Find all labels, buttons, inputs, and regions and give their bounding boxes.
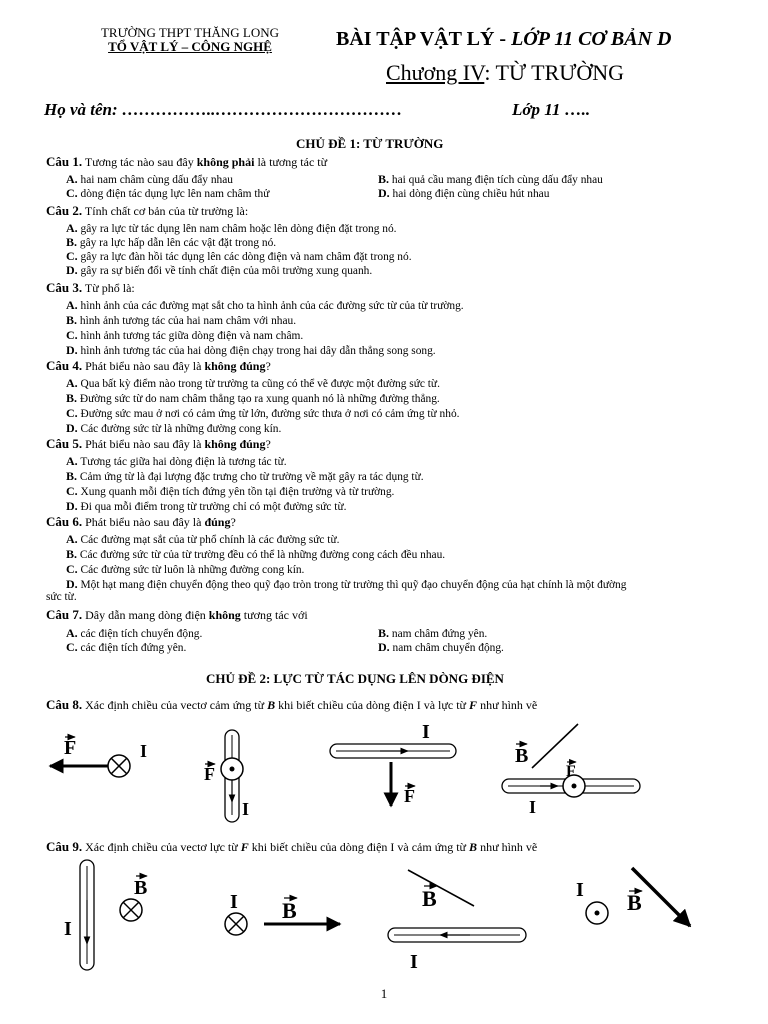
q6-option-d-continued: sức từ. [46,591,77,603]
q9-figure-1 [64,860,147,970]
q3-option-d: D. hình ảnh tương tác của hai dòng điện chạy trong hai dây dẫn thẳng song song. [66,343,436,357]
q5-option-c: C. Xung quanh mỗi điện tích đứng yên tồn tại điện trường và từ trường. [66,484,395,498]
q7-option-c: C. các điện tích đứng yên. [66,640,187,654]
current-label: I [529,797,537,817]
question-1: Câu 1. Tương tác nào sau đây không phải là tương tác từ [46,154,328,169]
page-number: 1 [380,986,388,1001]
q4-option-c: C. Đường sức mau ở nơi có cảm ứng từ lớn, đường sức thưa ở nơi có cảm ứng từ nhỏ. [66,406,460,420]
q2-option-a: A. gây ra lực từ tác dụng lên nam châm hoặc lên dòng điện đặt trong nó. [66,221,397,235]
field-label: B [422,886,437,911]
q1-option-c: C. dòng điện tác dụng lực lên nam châm thử [66,186,270,200]
q1-option-b: B. hai quả cầu mang điện tích cùng dấu đẩy nhau [378,172,603,186]
q8-figure-4 [502,724,640,817]
question-8: Câu 8. Xác định chiều của vectơ cảm ứng từ B khi biết chiều của dòng điện I và lực từ F như hình vẽ [46,697,538,712]
q7-option-d: D. nam châm chuyển động. [378,640,504,654]
question-9: Câu 9. Xác định chiều của vectơ lực từ F khi biết chiều của dòng điện I và cảm ứng từ B như hình vẽ [46,839,538,854]
q6-option-c: C. Các đường sức từ luôn là những đường cong kín. [66,562,305,576]
chapter-title: Chương IV: TỪ TRƯỜNG [386,60,624,85]
q6-option-a: A. Các đường mạt sắt của từ phổ chính là các đường sức từ. [66,532,340,546]
field-line [408,870,474,906]
field-label: B [134,877,148,899]
q3-option-c: C. hình ảnh tương tác giữa dòng điện và nam châm. [66,328,304,342]
page-title: BÀI TẬP VẬT LÝ - LỚP 11 CƠ BẢN D [336,28,672,50]
q2-option-b: B. gây ra lực hấp dẫn lên các vật đặt trong nó. [66,235,277,249]
current-label: I [64,918,72,940]
q6-option-b: B. Các đường sức từ của từ trường đều có thể là những đường cong cách đều nhau. [66,547,446,561]
q7-option-a: A. các điện tích chuyển động. [66,626,203,640]
topic-1-heading: CHỦ ĐỀ 1: TỪ TRƯỜNG [296,136,444,151]
current-label: I [230,891,238,913]
q6-option-d: D. Một hạt mang điện chuyển động theo quỹ đạo tròn trong từ trường thì quỹ đạo chuyển động của hạt chính là một đường [66,577,627,591]
q1-option-a: A. hai nam châm cùng dấu đẩy nhau [66,172,233,186]
force-label: F [566,763,576,780]
q8-figure-1 [50,737,147,777]
topic-2-heading: CHỦ ĐỀ 2: LỰC TỪ TÁC DỤNG LÊN DÒNG ĐIỆN [206,671,504,686]
field-label: B [282,898,297,923]
question-5: Câu 5. Phát biểu nào sau đây là không đúng? [46,436,271,451]
force-label: F [204,764,215,784]
question-3: Câu 3. Từ phổ là: [46,280,135,295]
q2-option-d: D. gây ra sự biến đổi về tính chất điện của môi trường xung quanh. [66,263,373,277]
q2-option-c: C. gây ra lực đàn hồi tác dụng lên các dòng điện và nam châm đặt trong nó. [66,249,412,263]
q3-option-a: A. hình ảnh của các đường mạt sắt cho ta hình ảnh của các đường sức từ của từ trường. [66,298,464,312]
field-line [532,724,578,768]
q8-figure-2 [204,730,249,822]
q5-option-b: B. Cảm ứng từ là đại lượng đặc trưng cho từ trường về mặt gây ra tác dụng từ. [66,469,424,483]
question-2: Câu 2. Tính chất cơ bản của từ trường là: [46,203,249,218]
department-name: TỔ VẬT LÝ – CÔNG NGHỆ [108,39,272,54]
school-name: TRƯỜNG THPT THĂNG LONG [100,25,279,40]
q5-option-a: A. Tương tác giữa hai dòng điện là tương tác từ. [66,454,287,468]
q9-figure-4 [576,868,690,926]
q4-option-b: B. Đường sức từ do nam châm thẳng tạo ra xung quanh nó là những đường thẳng. [66,391,440,405]
field-label: B [515,745,529,767]
class-field: Lớp 11 ….. [512,100,591,119]
force-label: F [64,737,77,759]
q9-figure-3 [388,870,526,973]
field-label: B [627,890,642,915]
q9-figure-2 [225,891,340,935]
q3-option-b: B. hình ảnh tương tác của hai nam châm với nhau. [66,313,297,327]
name-field: Họ và tên: ……………..…………………………… [44,100,403,119]
q8-figure-3 [330,721,456,806]
force-label: F [404,786,415,806]
q4-option-d: D. Các đường sức từ là những đường cong kín. [66,421,282,435]
q1-option-d: D. hai dòng điện cùng chiều hút nhau [378,186,550,200]
current-label: I [422,721,430,743]
question-7: Câu 7. Dây dẫn mang dòng điện không tương tác với [46,607,308,622]
current-label: I [576,879,584,901]
q5-option-d: D. Đi qua mỗi điểm trong từ trường chỉ có một đường sức từ. [66,499,347,513]
q4-option-a: A. Qua bất kỳ điểm nào trong từ trường ta cũng có thể vẽ được một đường sức từ. [66,376,440,390]
current-label: I [410,951,418,973]
current-label: I [140,741,148,761]
question-6: Câu 6. Phát biểu nào sau đây là đúng? [46,514,236,529]
q7-option-b: B. nam châm đứng yên. [378,626,488,640]
question-4: Câu 4. Phát biểu nào sau đây là không đúng? [46,358,271,373]
current-label: I [242,799,250,819]
